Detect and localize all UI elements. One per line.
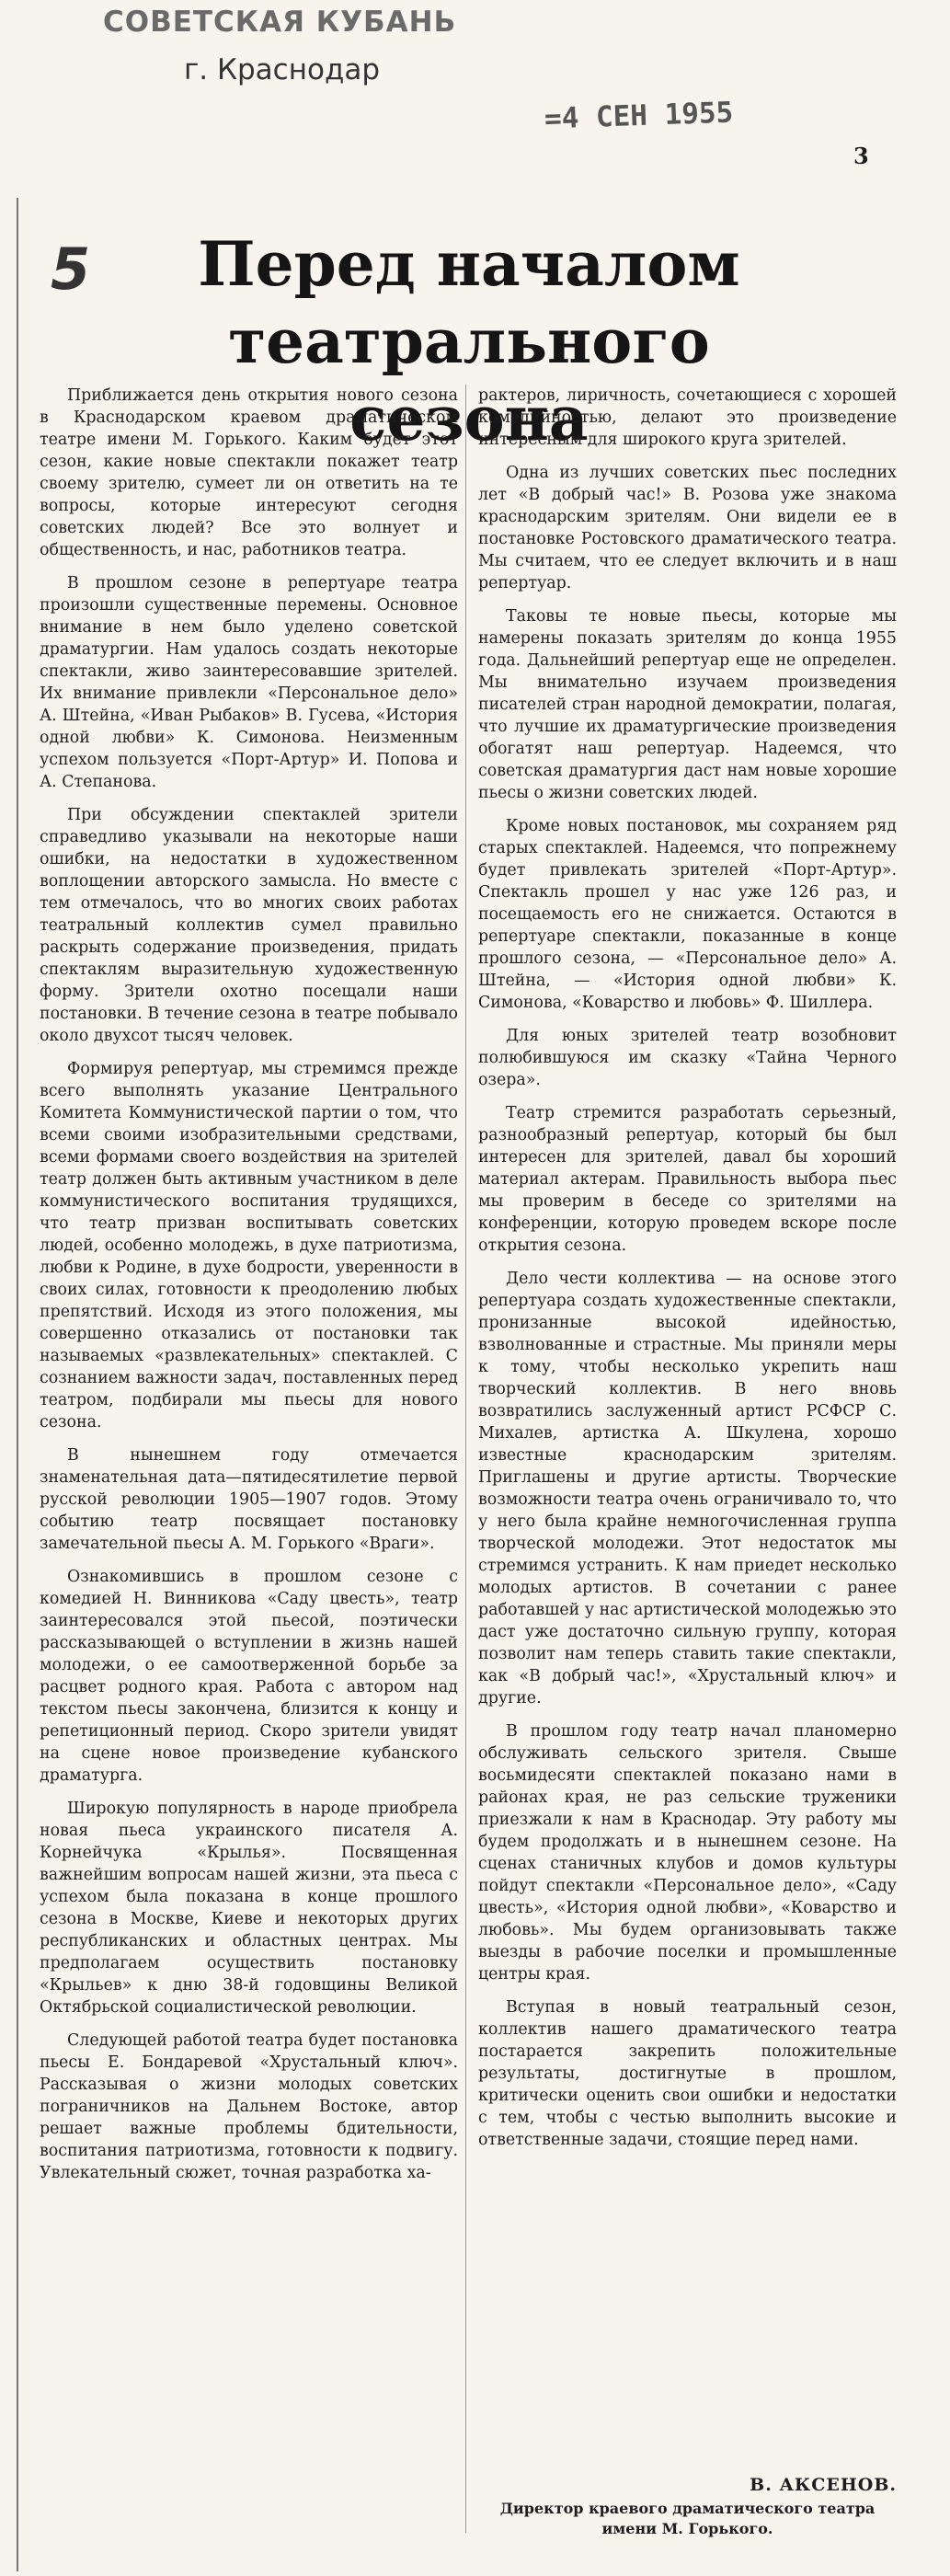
paragraph: Для юных зрителей театр возобновит полюбившуюся им сказку «Тайна Черного озера».: [478, 1027, 897, 1089]
signature-block: [478, 2475, 897, 2539]
paragraph: В нынешнем году отмечается знаменательная дата—пятидесятилетие первой русской революции 1905—1907 годов. Этому событию театр посвящает постановку замечательной пьесы А. М. Горького «Враги».: [40, 1446, 458, 1553]
newspaper-stamp: СОВЕТСКАЯ КУБАНЬ: [103, 6, 457, 39]
paragraph: В прошлом сезоне в репертуаре театра произошли существенные перемены. Основное внимание в нем было уделено советской драматургии. Нам удалось создать некоторые спектакли, живо заинтересовавшие зрителей. Их внимание привлекли «Персональное дело» А. Штейна, «Иван Рыбаков» В. Гусева, «История одной любви» К. Симонова. Неизменным успехом пользуется «Порт-Артур» И. Попова и А. Степанова.: [40, 574, 458, 791]
paragraph: Театр стремится разработать серьезный, разнообразный репертуар, который бы был интересен для зрителей, давал бы хороший материал актерам. Правильность выбора пьес мы проверим в беседе со зрителями на конференции, которую проведем вскоре после открытия сезона.: [478, 1104, 897, 1255]
paragraph: Приближается день открытия нового сезона в Краснодарском краевом драматическом театре имени М. Горького. Каким будет этот сезон, какие новые спектакли покажет театр своему зрителю, сумеет ли он ответить на те вопросы, которые интересуют сегодня советских людей? Все это волнует и общественность, и нас, работников театра.: [40, 386, 458, 559]
paragraph: Формируя репертуар, мы стремимся прежде всего выполнять указание Центрального Комитета Коммунистической партии о том, что всеми своими изобразительными средствами, всеми формами своего воздействия на зрителей театр должен быть активным участником в деле коммунистического воспитания трудящихся, что театр призван воспитывать советских людей, особенно молодежь, в духе патриотизма, любви к Родине, в духе бодрости, уверенности в своих силах, готовности к преодолению любых препятствий. Исходя из этого положения, мы совершенно отказались от постановки так называемых «развлекательных» спектаклей. С сознанием важности задач, поставленных перед театром, подбирали мы пьесы для нового сезона.: [40, 1060, 458, 1432]
author-role: Директор краевого драматического театра имени М. Горького.: [499, 2500, 876, 2537]
paragraph: рактеров, лиричность, сочетающиеся с хорошей комедийностью, делают это произведение интересным для широкого круга зрителей.: [478, 386, 897, 449]
headline-line-1: Перед началом: [198, 228, 740, 300]
paragraph: Широкую популярность в народе приобрела новая пьеса украинского писателя А. Корнейчука «Крылья». Посвященная важнейшим вопросам нашей жизни, эта пьеса с успехом была показана в конце прошлого сезона в Москве, Киеве и некоторых других республиканских и областных центрах. Мы предполагаем осуществить постановку «Крыльев» к дню 38-й годовщины Великой Октябрьской социалистической революции.: [40, 1800, 458, 2017]
page-number: 3: [853, 143, 869, 169]
city-stamp: г. Краснодар: [184, 53, 381, 86]
date-stamp: =4 СЕН 1955: [544, 96, 734, 136]
paragraph: Таковы те новые пьесы, которые мы намерены показать зрителям до конца 1955 года. Дальнейший репертуар еще не определен. Мы внимательно изучаем произведения писателей стран народной демократии, полагая, что лучшие их драматургические произведения обогатят наш репертуар. Надеемся, что советская драматургия даст нам новые хорошие пьесы о жизни советских людей.: [478, 607, 897, 802]
right-column: [478, 385, 897, 2162]
left-column: [40, 385, 458, 2195]
column-divider: [465, 385, 466, 2533]
paragraph: Дело чести коллектива — на основе этого репертуара создать художественные спектакли, пронизанные высокой идейностью, взволнованные и страстные. Мы приняли меры к тому, чтобы несколько укрепить наш творческий коллектив. В него вновь возвратились заслуженный артист РСФСР С. Михалев, артистка А. Шкулена, хорошо известные краснодарским зрителям. Приглашены и другие артисты. Творческие возможности театра очень ограничивало то, что у него была крайне немногочисленная группа творческой молодежи. Этот недостаток мы стремимся устранить. К нам приедет несколько молодых артистов. В сочетании с ранее работавшей у нас артистической молодежью это даст уже достаточно сильную группу, которая позволит нам теперь ставить такие спектакли, как «В добрый час!», «Хрустальный ключ» и другие.: [478, 1270, 897, 1708]
paragraph: Вступая в новый театральный сезон, коллектив нашего драматического театра постарается закрепить положительные результаты, достигнутые в прошлом, критически оценить свои ошибки и недостатки с тем, чтобы с честью выполнить высокие и ответственные задачи, стоящие перед нами.: [478, 1998, 897, 2149]
author-name: В. АКСЕНОВ.: [750, 2475, 897, 2495]
paragraph: В прошлом году театр начал планомерно обслуживать сельского зрителя. Свыше восьмидесяти спектаклей показано нами в районах края, не раз сельские труженики приезжали к нам в Краснодар. Эту работу мы будем продолжать и в нынешнем сезоне. На сценах станичных клубов и домов культуры пойдут спектакли «Персональное дело», «Саду цвесть», «История одной любви», «Коварство и любовь». Мы будем организовывать также выезды в рабочие поселки и промышленные центры края.: [478, 1722, 897, 1984]
headline-line-2: театрального сезона: [228, 305, 710, 454]
paragraph: Следующей работой театра будет постановка пьесы Е. Бондаревой «Хрустальный ключ». Рассказывая о жизни молодых советских пограничников на Дальнем Востоке, автор решает важные проблемы бдительности, воспитания патриотизма, готовности к подвигу. Увлекательный сюжет, точная разработка ха-: [40, 2031, 458, 2182]
handwritten-number: 5: [51, 236, 91, 303]
paragraph: Одна из лучших советских пьес последних лет «В добрый час!» В. Розова уже знакома краснодарским зрителям. Они видели ее в постановке Ростовского драматического театра. Мы считаем, что ее следует включить и в наш репертуар.: [478, 464, 897, 592]
paragraph: Кроме новых постановок, мы сохраняем ряд старых спектаклей. Надеемся, что попрежнему будет привлекать зрителей «Порт-Артур». Спектакль прошел у нас уже 126 раз, и посещаемость его не снижается. Остаются в репертуаре спектакли, показанные в конце прошлого сезона, — «Персональное дело» А. Штейна, — «История одной любви» К. Симонова, «Коварство и любовь» Ф. Шиллера.: [478, 817, 897, 1012]
paragraph: Ознакомившись в прошлом сезоне с комедией Н. Винникова «Саду цвесть», театр заинтересовался этой пьесой, поэтически рассказывающей о вступлении в жизнь нашей молодежи, о ее самоотверженной борьбе за расцвет родного края. Работа с автором над текстом пьесы закончена, близится к концу и репетиционный период. Скоро зрители увидят на сцене новое произведение кубанского драматурга.: [40, 1568, 458, 1785]
paragraph: При обсуждении спектаклей зрители справедливо указывали на некоторые наши ошибки, на недостатки в художественном воплощении авторского замысла. Но вместе с тем отмечалось, что во многих своих работах театральный коллектив сумел правильно раскрыть содержание произведения, придать спектаклям выразительную художественную форму. Зрители охотно посещали наши постановки. В течение сезона в театре побывало около двухсот тысяч человек.: [40, 806, 458, 1045]
